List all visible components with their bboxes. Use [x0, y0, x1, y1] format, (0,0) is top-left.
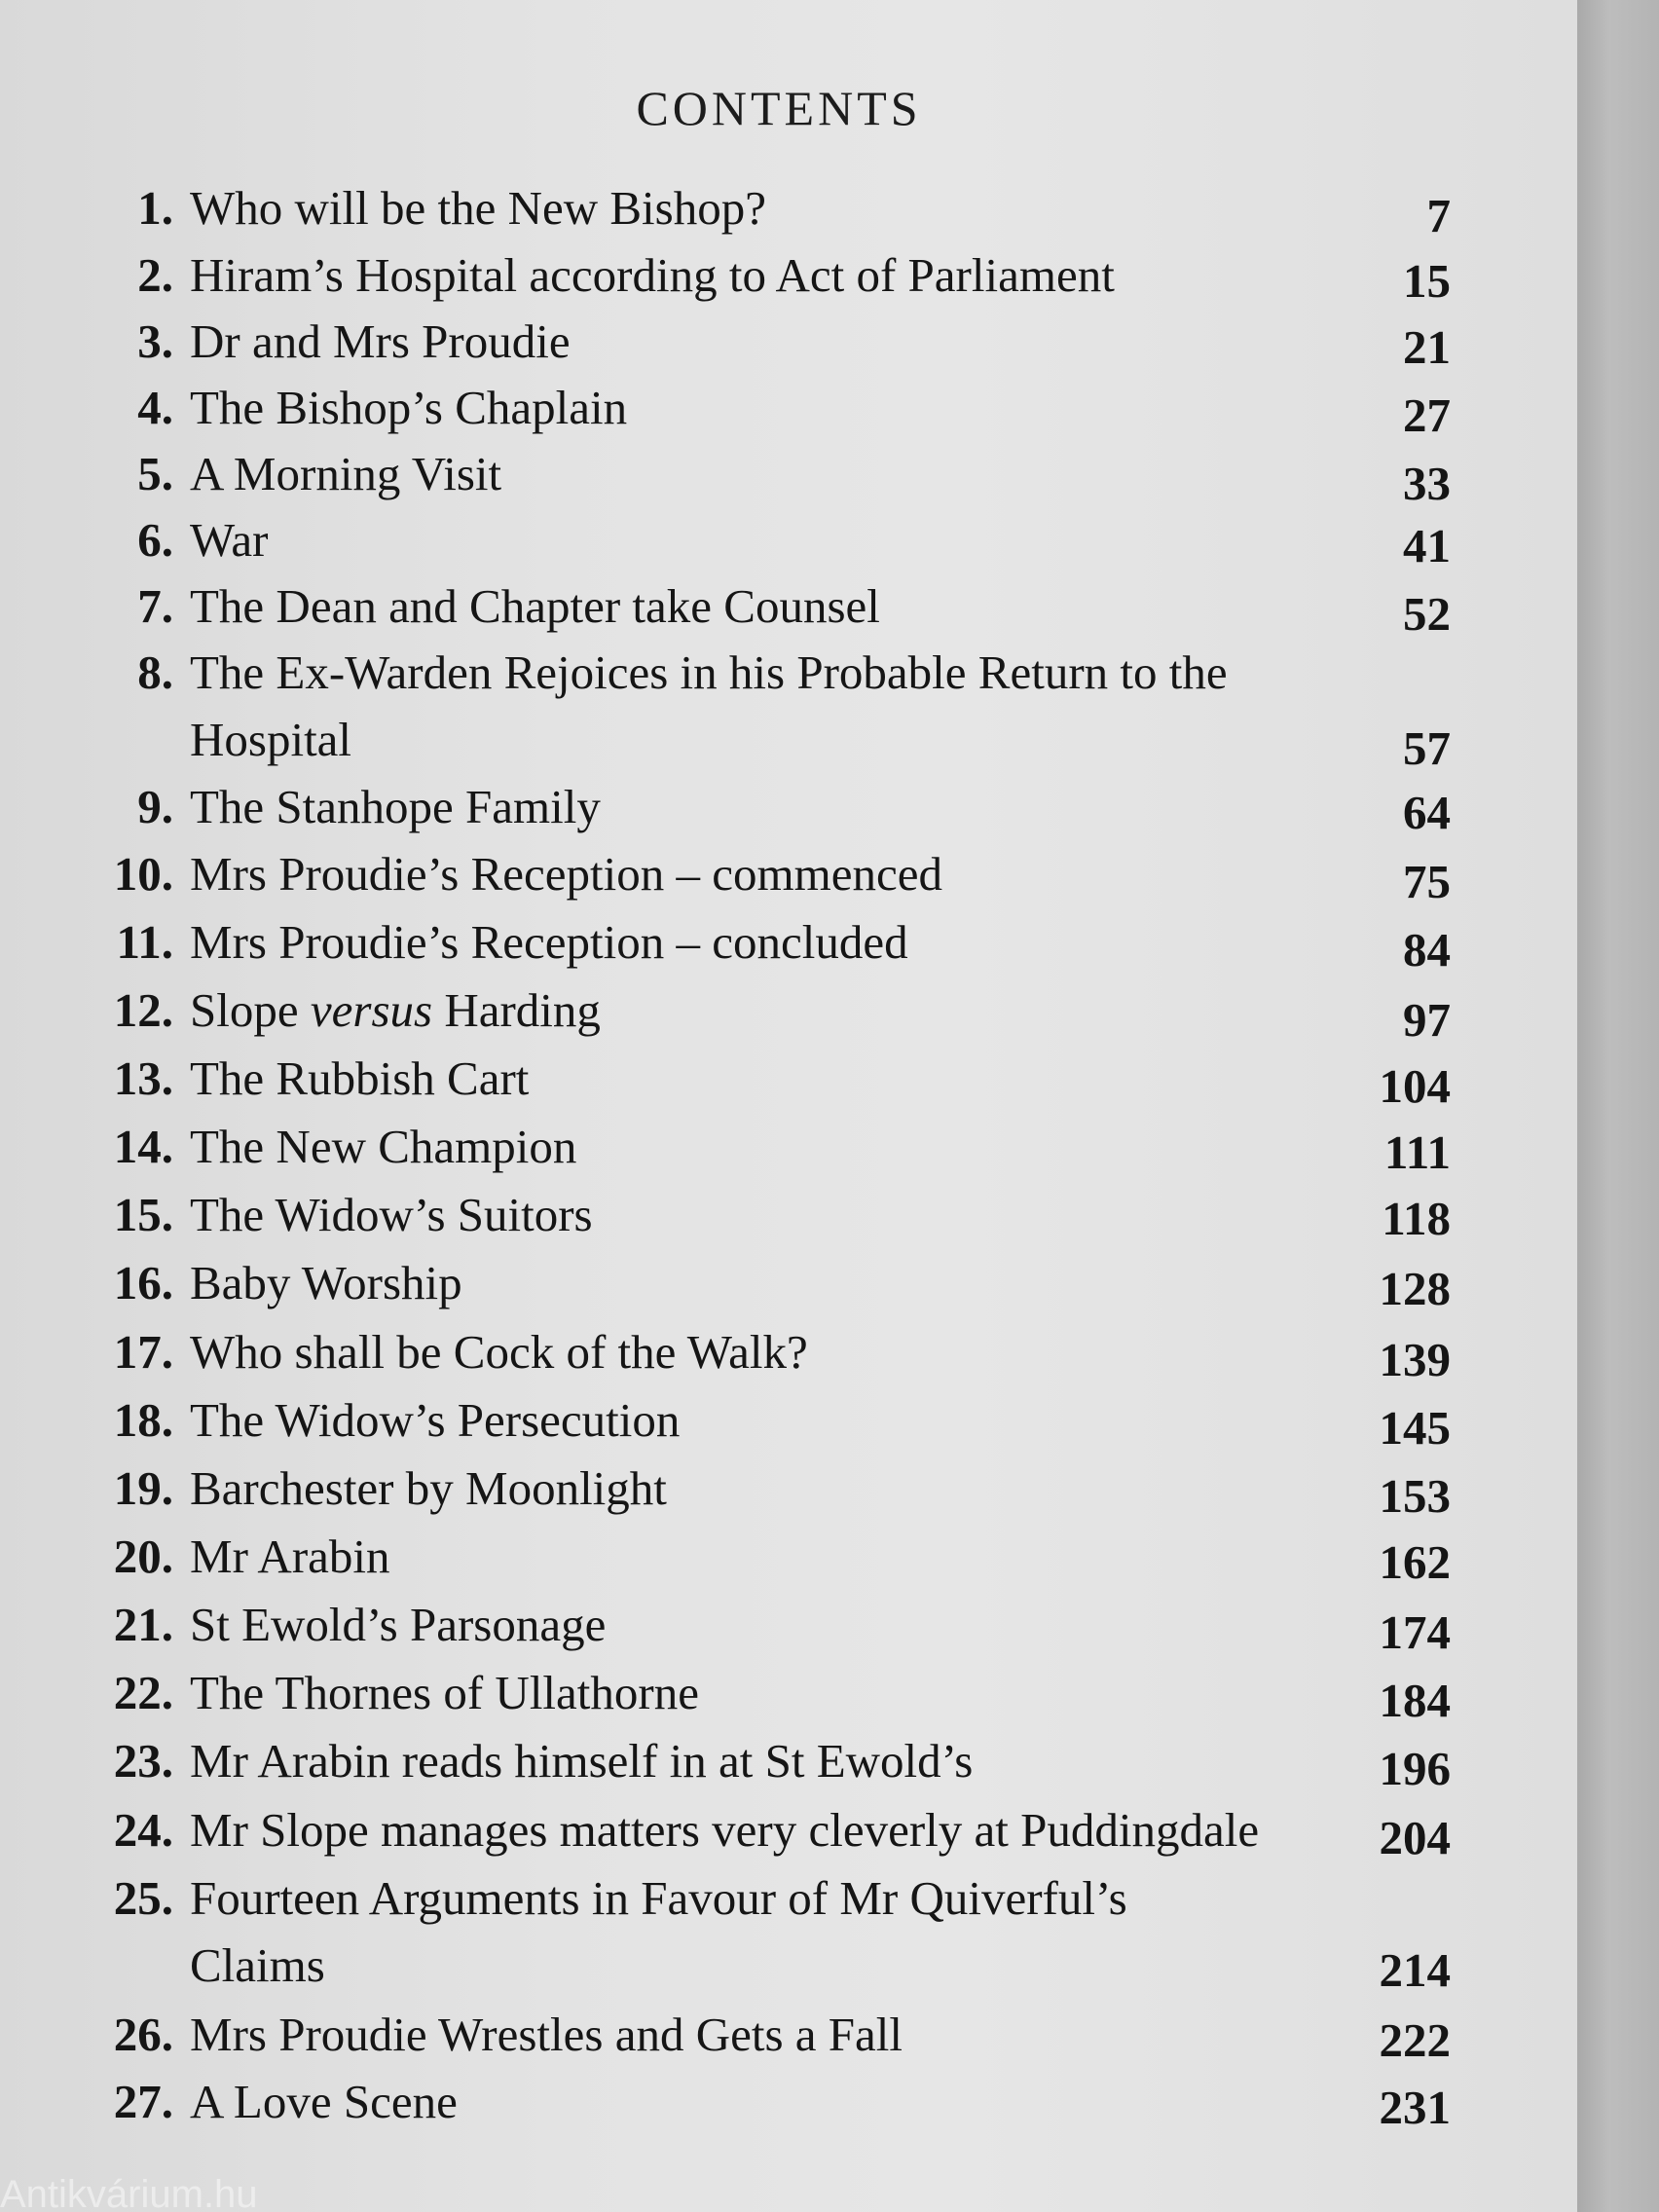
page-number: 162 [1379, 1535, 1451, 1589]
chapter-title: Dr and Mrs Proudie [190, 314, 571, 368]
page-number: 7 [1426, 189, 1451, 242]
chapter-number: 16. [113, 1256, 173, 1309]
page-number: 128 [1379, 1262, 1451, 1315]
chapter-title: The Bishop’s Chaplain [190, 381, 628, 434]
page-number: 214 [1379, 1943, 1451, 1997]
page-number: 64 [1403, 786, 1451, 839]
chapter-number: 25. [113, 1871, 173, 1925]
page-number: 21 [1403, 320, 1451, 374]
page-number: 75 [1403, 855, 1451, 908]
chapter-number: 21. [113, 1598, 173, 1651]
chapter-title: The Widow’s Suitors [190, 1188, 593, 1241]
chapter-number: 17. [113, 1325, 173, 1379]
chapter-title-continued: Claims [190, 1938, 325, 1992]
chapter-number: 1. [137, 181, 173, 235]
chapter-title: Mrs Proudie’s Reception – concluded [190, 915, 908, 969]
page-number: 184 [1379, 1674, 1451, 1727]
chapter-number: 2. [137, 248, 173, 302]
page-number: 174 [1379, 1605, 1451, 1659]
chapter-number: 8. [137, 645, 173, 699]
chapter-title: Who will be the New Bishop? [190, 181, 766, 235]
chapter-number: 18. [113, 1393, 173, 1447]
chapter-number: 27. [113, 2075, 173, 2128]
page-number: 27 [1403, 388, 1451, 442]
chapter-number: 23. [113, 1734, 173, 1788]
chapter-number: 12. [113, 983, 173, 1037]
chapter-number: 26. [113, 2008, 173, 2061]
chapter-number: 7. [137, 579, 173, 633]
page-edge-shadow [1577, 0, 1659, 2212]
chapter-number: 9. [137, 780, 173, 833]
chapter-title: Hiram’s Hospital according to Act of Parliament [190, 248, 1115, 302]
title-part: Slope [190, 983, 311, 1037]
chapter-title: Mr Slope manages matters very cleverly at Puddingdale [190, 1803, 1260, 1857]
chapter-title: Mr Arabin [190, 1530, 390, 1583]
chapter-number: 13. [113, 1051, 173, 1105]
chapter-title: The New Champion [190, 1120, 577, 1173]
page-number: 97 [1403, 993, 1451, 1047]
chapter-title [190, 982, 1358, 1038]
page-number: 231 [1379, 2081, 1451, 2134]
chapter-title: The Rubbish Cart [190, 1051, 530, 1105]
title-part: Harding [432, 983, 601, 1037]
chapter-title: The Thornes of Ullathorne [190, 1666, 699, 1719]
page-number: 204 [1379, 1811, 1451, 1864]
page-number: 196 [1379, 1742, 1451, 1795]
chapter-title-continued: Hospital [190, 713, 352, 766]
chapter-title: The Ex-Warden Rejoices in his Probable Return to the [190, 645, 1228, 699]
chapter-number: 11. [116, 915, 173, 969]
chapter-number: 15. [113, 1188, 173, 1241]
page-number: 84 [1403, 923, 1451, 977]
page-number: 111 [1383, 1125, 1451, 1179]
page-number: 41 [1403, 519, 1451, 572]
chapter-number: 10. [113, 847, 173, 901]
chapter-number: 3. [137, 314, 173, 368]
chapter-title: Baby Worship [190, 1256, 462, 1309]
watermark-text: Antikvárium.hu [0, 2173, 258, 2212]
page-number: 139 [1379, 1333, 1451, 1386]
chapter-title: The Widow’s Persecution [190, 1393, 681, 1447]
chapter-title: Mrs Proudie Wrestles and Gets a Fall [190, 2008, 903, 2061]
page-number: 15 [1403, 254, 1451, 308]
chapter-number: 24. [113, 1803, 173, 1857]
chapter-title: The Stanhope Family [190, 780, 601, 833]
chapter-number: 5. [137, 447, 173, 500]
page-number: 222 [1379, 2013, 1451, 2067]
chapter-title: Fourteen Arguments in Favour of Mr Quiverful’s [190, 1871, 1127, 1925]
page-number: 52 [1403, 587, 1451, 641]
contents-heading: CONTENTS [636, 81, 922, 135]
page-number: 145 [1379, 1401, 1451, 1455]
chapter-title: St Ewold’s Parsonage [190, 1598, 607, 1651]
title-emphasis: versus [310, 983, 433, 1037]
chapter-number: 14. [113, 1120, 173, 1173]
chapter-title: A Love Scene [190, 2075, 458, 2128]
chapter-title: The Dean and Chapter take Counsel [190, 579, 880, 633]
chapter-number: 4. [137, 381, 173, 434]
chapter-title: War [190, 513, 269, 567]
chapter-title: Barchester by Moonlight [190, 1461, 667, 1515]
chapter-title: A Morning Visit [190, 447, 502, 500]
chapter-number: 20. [113, 1530, 173, 1583]
page-number: 57 [1403, 721, 1451, 775]
page-number: 33 [1403, 457, 1451, 510]
chapter-number: 6. [137, 513, 173, 567]
chapter-title: Who shall be Cock of the Walk? [190, 1325, 808, 1379]
page-number: 153 [1379, 1469, 1451, 1523]
page-number: 118 [1382, 1192, 1451, 1245]
chapter-number: 22. [113, 1666, 173, 1719]
chapter-title: Mrs Proudie’s Reception – commenced [190, 847, 942, 901]
page-number: 104 [1379, 1059, 1451, 1113]
chapter-number: 19. [113, 1461, 173, 1515]
chapter-title: Mr Arabin reads himself in at St Ewold’s [190, 1734, 974, 1788]
